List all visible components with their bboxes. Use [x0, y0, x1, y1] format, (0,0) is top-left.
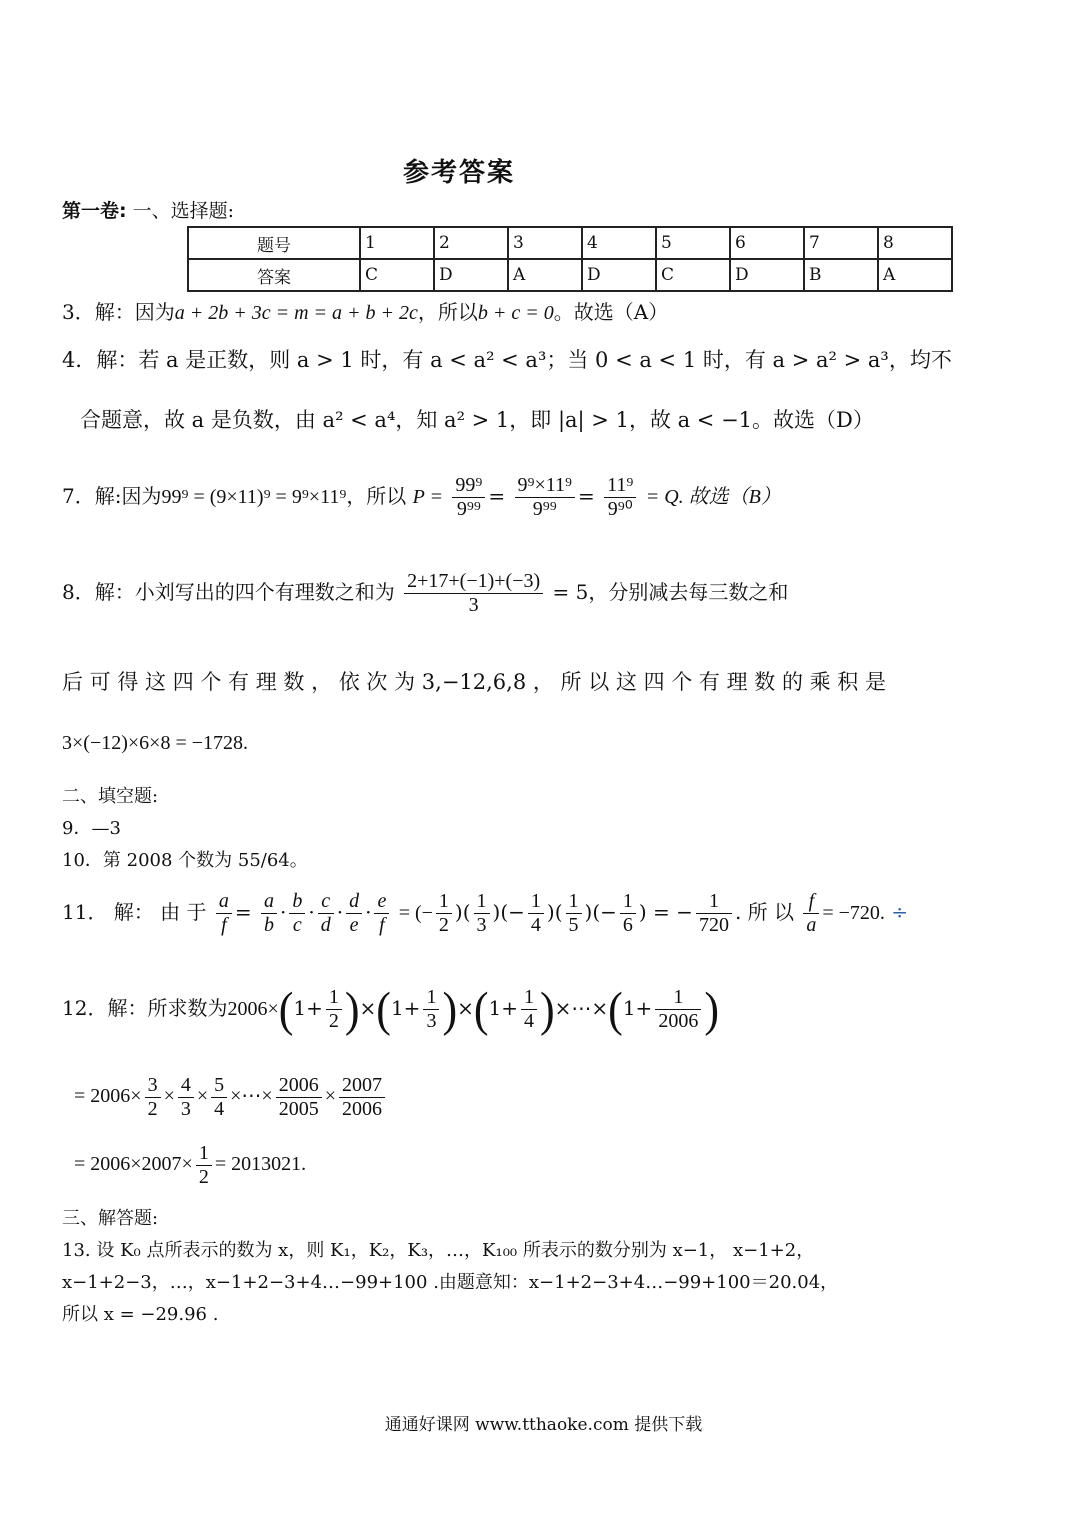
answer-q12-line1: 12．解：所求数为2006×(1+ $\frac{1}{2}$ )×(1+ $\frac{1}{3}$ )×(1+ $\frac{1}{4}$ )×⋯×(1+ $\frac{1}{2006}$ ): [62, 982, 719, 1036]
q11-fraction: [346, 890, 362, 937]
answer-table: [187, 226, 953, 292]
q11-mid: = (−: [398, 902, 433, 924]
table-cell: 8: [878, 227, 952, 259]
table-cell: D: [730, 259, 804, 291]
section-3-heading: 三、解答题:: [62, 1208, 159, 1229]
answer-q12-line2: = 2006× $\frac{3}{2}$ × $\frac{4}{3}$ × $\frac{5}{4}$ ×⋯× $\frac{2006}{2005}$ × $\frac{2007}{2006}$: [74, 1074, 388, 1121]
paren-icon: (: [473, 982, 489, 1036]
fraction-denominator: 2: [328, 1010, 339, 1032]
table-cell: 7: [804, 227, 878, 259]
answer-q3: [62, 296, 668, 325]
fraction-denominator: e: [349, 914, 359, 936]
paren-icon: ): [442, 982, 458, 1036]
fraction-denominator: f: [379, 914, 385, 936]
q12-fraction: [423, 986, 439, 1033]
q12-fraction: [655, 986, 701, 1033]
q11-final-fraction: [696, 890, 732, 937]
q8-prefix: 8．解：小刘写出的四个有理数之和为: [62, 580, 395, 604]
q7-expr: 99⁹ = (9×11)⁹ = 9⁹×11⁹: [161, 486, 347, 508]
table-cell: 5: [656, 227, 730, 259]
answer-q7: 7．解:因为99⁹ = (9×11)⁹ = 9⁹×11⁹，所以 P = $\frac{\text{99⁹}}{\text{9⁹⁹}}$ = $\frac{\text{9⁹×11⁹}}{\text{9⁹⁹}}$ = $\frac{\text{11⁹}}{\text{9⁹⁰}}$ = Q. 故选（B）: [62, 474, 781, 520]
section-2-heading: 二、填空题:: [62, 786, 159, 807]
fraction-numerator: 1: [423, 986, 439, 1010]
paren-icon: (: [376, 982, 391, 1036]
q12-fraction: [326, 986, 342, 1033]
table-cell: A: [508, 259, 582, 291]
answer-q13-line3: 所以 x = −29.96 .: [62, 1304, 219, 1325]
fraction-numerator: e: [374, 890, 389, 914]
q11-result-fraction: [528, 890, 544, 937]
fraction-denominator: 5: [568, 914, 579, 936]
q12-fraction: [276, 1074, 322, 1121]
q12-fraction: [145, 1074, 161, 1121]
fraction-numerator: b: [289, 890, 305, 914]
q11-f-over-a: [803, 890, 819, 937]
fraction-denominator: 2006: [341, 1098, 382, 1120]
q11-fraction: [289, 890, 305, 937]
fraction-numerator: 11⁹: [604, 474, 636, 498]
answer-q13-line1: 13. 设 K₀ 点所表示的数为 x，则 K₁，K₂，K₃，…，K₁₀₀ 所表示的数分别为 x−1， x−1+2，: [62, 1240, 815, 1261]
q11-prefix: 11． 解： 由 于: [62, 900, 207, 924]
table-cell: C: [360, 259, 434, 291]
paren-icon: ): [704, 982, 719, 1036]
q8-fraction: [404, 570, 543, 617]
q12-fraction: [339, 1074, 385, 1121]
answer-q4-line1: 4．解：若 a 是正数，则 a > 1 时，有 a < a² < a³；当 0 < a < 1 时，有 a > a² > a³，均不: [62, 348, 952, 372]
answer-q12-line3: [74, 1142, 306, 1189]
table-header-label: 题号: [188, 227, 360, 259]
fraction-numerator: 1: [521, 986, 537, 1010]
fraction-numerator: 1: [696, 890, 732, 914]
q11-result-fraction: [436, 890, 452, 937]
table-cell: 2: [434, 227, 508, 259]
fraction-denominator: 3: [468, 594, 479, 616]
fraction-denominator: 3: [426, 1010, 437, 1032]
section-1-label: 一、选择题:: [126, 200, 235, 222]
table-cell: C: [656, 259, 730, 291]
fraction-denominator: 9⁹⁹: [532, 498, 557, 520]
fraction-denominator: 3: [476, 914, 487, 936]
q7-fraction-2: [515, 474, 575, 521]
q3-expr2: b + c = 0: [477, 302, 554, 324]
fraction-numerator: 1: [474, 890, 490, 914]
fraction-numerator: 1: [566, 890, 582, 914]
q8-suffix: = 5，分别减去每三数之和: [552, 580, 789, 604]
q12-n2006: 2006×: [227, 998, 279, 1020]
fraction-numerator: 4: [178, 1074, 194, 1098]
table-cell: 4: [582, 227, 656, 259]
q11-so: . 所 以: [734, 900, 795, 924]
q7-p: P =: [412, 486, 444, 508]
fraction-denominator: f: [221, 914, 227, 936]
table-cell: 3: [508, 227, 582, 259]
section-1-bold: 第一卷:: [62, 200, 127, 222]
q11-fraction: [374, 890, 389, 937]
divide-icon: ÷: [891, 900, 909, 924]
q7-fraction-3: [604, 474, 636, 521]
q11-result-fraction: [566, 890, 582, 937]
q12-fraction: [196, 1142, 212, 1189]
q12-line2-start: = 2006×: [74, 1085, 142, 1108]
table-cell: D: [434, 259, 508, 291]
fraction-numerator: a: [261, 890, 277, 914]
fraction-numerator: f: [803, 890, 819, 914]
q12-prefix: 12．解：所求数为: [62, 996, 228, 1020]
fraction-numerator: 1: [655, 986, 701, 1010]
q3-expr: a + 2b + 3c = m = a + b + 2c: [174, 302, 418, 324]
fraction-denominator: 2006: [658, 1010, 699, 1032]
paren-icon: (: [608, 982, 623, 1036]
table-cell: B: [804, 259, 878, 291]
answer-q13-line2: x−1+2−3，…，x−1+2−3+4…−99+100 .由题意知：x−1+2−3+4…−99+100＝20.04，: [62, 1272, 839, 1293]
fraction-numerator: 1: [326, 986, 342, 1010]
fraction-denominator: 4: [530, 914, 541, 936]
q11-end: = −720.: [822, 902, 885, 924]
table-row-answers: [188, 259, 952, 291]
fraction-numerator: 2007: [339, 1074, 385, 1098]
fraction-numerator: c: [318, 890, 334, 914]
fraction-denominator: 3: [180, 1098, 191, 1120]
table-row-numbers: [188, 227, 952, 259]
paren-icon: ): [540, 982, 555, 1036]
answer-q4-line2: 合题意，故 a 是负数，由 a² < a⁴，知 a² > 1，即 |a| > 1，故 a < −1。故选（D）: [80, 408, 874, 432]
answer-q10: 10．第 2008 个数为 55/64。: [62, 850, 308, 871]
fraction-denominator: 9⁹⁹: [456, 498, 481, 520]
q11-fraction: [216, 890, 232, 937]
fraction-denominator: 4: [214, 1098, 225, 1120]
fraction-numerator: 2006: [276, 1074, 322, 1098]
fraction-numerator: 2+17+(−1)+(−3): [404, 570, 543, 594]
q11-result-fraction: [474, 890, 490, 937]
q3-mid: ，所以: [417, 300, 478, 324]
page-footer: 通通好课网 www.tthaoke.com 提供下载: [384, 1415, 703, 1435]
fraction-denominator: 2: [198, 1166, 209, 1188]
table-cell: 1: [360, 227, 434, 259]
q11-result-fraction: [620, 890, 636, 937]
q7-prefix: 7．解:因为: [62, 484, 162, 508]
fraction-numerator: 99⁹: [452, 474, 485, 498]
fraction-denominator: 9⁹⁰: [607, 498, 633, 520]
fraction-numerator: 1: [436, 890, 452, 914]
fraction-numerator: 1: [620, 890, 636, 914]
fraction-denominator: b: [264, 914, 275, 936]
paren-icon: ): [344, 982, 360, 1036]
fraction-numerator: 9⁹×11⁹: [515, 474, 575, 498]
q7-mid: ，所以: [346, 484, 407, 508]
fraction-numerator: d: [346, 890, 362, 914]
fraction-denominator: 2: [147, 1098, 158, 1120]
fraction-numerator: 5: [211, 1074, 227, 1098]
fraction-denominator: a: [806, 914, 817, 936]
fraction-denominator: 2005: [278, 1098, 319, 1120]
answer-q9: 9．—3: [62, 818, 121, 839]
table-cell: 6: [730, 227, 804, 259]
fraction-denominator: 720: [698, 914, 729, 936]
fraction-numerator: a: [216, 890, 232, 914]
table-answer-label: 答案: [188, 259, 360, 291]
fraction-denominator: 4: [524, 1010, 534, 1032]
table-cell: A: [878, 259, 952, 291]
paren-icon: (: [278, 982, 294, 1036]
fraction-denominator: c: [292, 914, 302, 936]
q11-fraction: [261, 890, 277, 937]
fraction-numerator: 3: [145, 1074, 161, 1098]
answer-q8-line2: 后 可 得 这 四 个 有 理 数 ， 依 次 为 3,−12,6,8 ， 所 以 这 四 个 有 理 数 的 乘 积 是: [62, 670, 886, 694]
q3-prefix: 3．解：因为: [62, 300, 175, 324]
fraction-denominator: 2: [438, 914, 449, 936]
page-title: 参考答案: [402, 158, 515, 188]
answer-q8-line1: [62, 570, 788, 617]
q7-fraction-1: [452, 474, 485, 521]
table-cell: D: [582, 259, 656, 291]
section-1-heading: [62, 196, 234, 223]
q12-fraction: [211, 1074, 227, 1121]
q12-line3-start: = 2006×2007×: [74, 1153, 193, 1176]
fraction-numerator: 1: [196, 1142, 212, 1166]
fraction-numerator: 1: [528, 890, 544, 914]
q11-fraction: [318, 890, 334, 937]
q12-fraction: [178, 1074, 194, 1121]
fraction-denominator: d: [320, 914, 331, 936]
q12-line3-end: = 2013021.: [214, 1153, 307, 1176]
answer-q8-line3: 3×(−12)×6×8 = −1728.: [62, 732, 248, 754]
fraction-denominator: 6: [622, 914, 633, 936]
q12-fraction: [521, 986, 537, 1033]
q3-suffix: 。故选（A）: [553, 300, 669, 324]
answer-q11: 11． 解： 由 于 $\frac{a}{f}$ = $\frac{a}{b}$ · $\frac{b}{c}$ · $\frac{c}{d}$ · $\frac{d}{e}$ · $\frac{e}{f}$ = (− $\frac{1}{2}$ )( $\frac{1}{3}$ )(− $\frac{1}{4}$ )( $\frac{1}{5}$ )(− $\frac{1}{6}$ ) = − $\frac{1}{720}$ . 所 以 $\frac{f}{a}$ = −720. ÷: [62, 890, 909, 936]
q7-suffix: = Q. 故选（B）: [645, 486, 781, 508]
